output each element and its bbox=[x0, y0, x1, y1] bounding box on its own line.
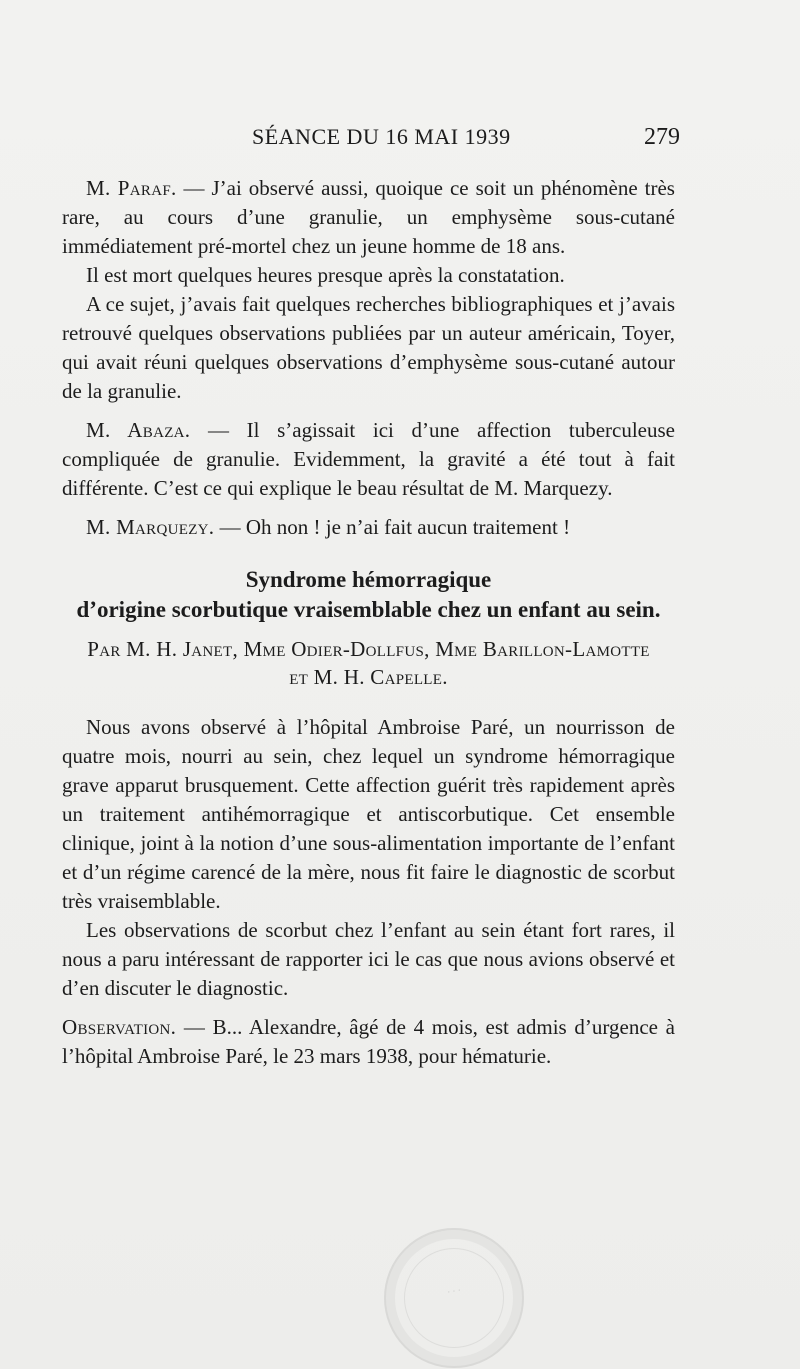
article-title-line2: d’origine scorbutique vraisemblable chez un enfant au sein. bbox=[76, 597, 661, 622]
marquezy-text: — Oh non ! je n’ai fait aucun traitement ! bbox=[214, 515, 571, 539]
authors-gap bbox=[62, 691, 675, 713]
authors-block bbox=[62, 635, 675, 691]
running-head: SÉANCE DU 16 MAI 1939 bbox=[252, 124, 511, 149]
stamp-mark: · · · bbox=[446, 1284, 462, 1298]
article-paragraph-1: Nous avons observé à l’hôpital Ambroise Paré, un nourrisson de quatre mois, nourri au sein, chez lequel un syndrome hémorragique grave apparut brusquement. Cette affection guérit très rapidement après un traitement antihémorragique et antiscorbutique. Cet ensemble clinique, joint à la notion d’une sous-alimentation importante de l’enfant et d’un régime carencé de la mère, nous fit faire le diagnostic de scorbut très vraisemblable. bbox=[62, 715, 675, 913]
main-text bbox=[62, 174, 675, 1071]
article-title-line1: Syndrome hémorragique bbox=[245, 567, 492, 592]
abaza-paragraph bbox=[62, 416, 675, 503]
authors-line2: et M. H. Capelle. bbox=[289, 665, 448, 689]
speaker-marquezy: M. Marquezy. bbox=[86, 515, 215, 539]
abaza-section bbox=[62, 416, 675, 503]
abaza-text: — Il s’agissait ici d’une affection tuberculeuse compliquée de granulie. Evidemment, la gravité a été tout à fait différente. C’est ce qui explique le beau résultat de M. Marquezy. bbox=[62, 418, 675, 500]
library-stamp bbox=[384, 1228, 524, 1368]
paraf-text: — J’ai observé aussi, quoique ce soit un phénomène très rare, au cours d’une granulie, un emphysème sous-cutané immédiatement pré-mortel chez un jeune homme de 18 ans. bbox=[62, 176, 675, 258]
observation-label: Observation. bbox=[62, 1015, 177, 1039]
marquezy-paragraph bbox=[62, 513, 675, 542]
section-gap bbox=[62, 542, 675, 565]
page-number: 279 bbox=[644, 124, 680, 150]
marquezy-section bbox=[62, 513, 675, 542]
paragraph-bibliography: A ce sujet, j’avais fait quelques recherches bibliographiques et j’avais retrouvé quelques observations publiées par un auteur américain, Toyer, qui avait réuni quelques observations d’emphysème sous-cutané autour de la granulie. bbox=[62, 292, 675, 403]
article-paragraph-2: Les observations de scorbut chez l’enfant au sein étant fort rares, il nous a paru intéressant de rapporter ici le cas que nous avions observé et d’en discuter le diagnostic. bbox=[62, 918, 675, 1000]
speaker-paraf: M. Paraf. bbox=[86, 176, 177, 200]
paragraph-death: Il est mort quelques heures presque après la constatation. bbox=[86, 263, 565, 287]
page-header bbox=[60, 124, 680, 158]
speaker-abaza: M. Abaza. bbox=[86, 418, 191, 442]
observation-text: — B... Alexandre, âgé de 4 mois, est admis d’urgence à l’hôpital Ambroise Paré, le 23 mars 1938, pour hématurie. bbox=[62, 1015, 675, 1068]
paraf-paragraph bbox=[62, 174, 675, 261]
authors-line1: Par M. H. Janet, Mme Odier-Dollfus, Mme Barillon-Lamotte bbox=[87, 637, 650, 661]
observation-paragraph bbox=[62, 1013, 675, 1071]
